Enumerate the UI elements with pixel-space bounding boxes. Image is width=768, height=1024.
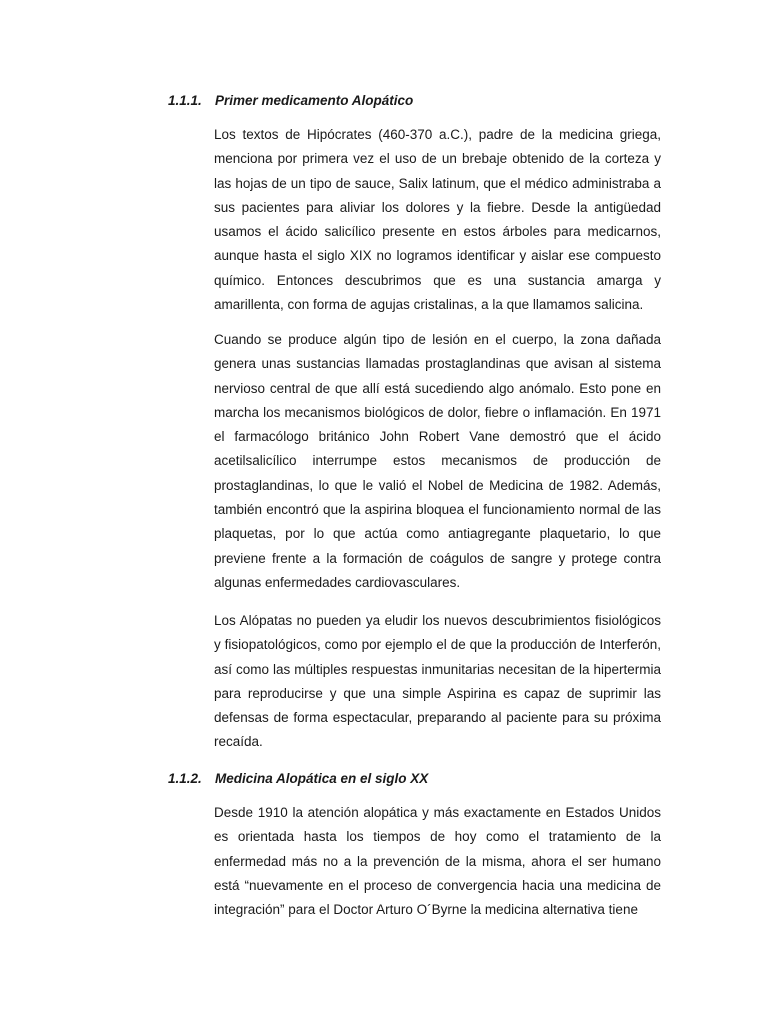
section-number: 1.1.2.: [168, 771, 202, 786]
section-heading: [168, 92, 413, 110]
section-number: 1.1.1.: [168, 93, 202, 108]
section-heading: [168, 770, 428, 788]
paragraph: Desde 1910 la atención alopática y más exactamente en Estados Unidos es orientada hasta los tiempos de hoy como el tratamiento de la enfermedad más no a la prevención de la misma, ahora el ser humano está “nuevamente en el proceso de convergencia hacia una medicina de integración” para el Doctor Arturo O´Byrne la medicina alternativa tiene: [214, 805, 661, 918]
paragraph: Cuando se produce algún tipo de lesión en el cuerpo, la zona dañada genera unas sustancias llamadas prostaglandinas que avisan al sistema nervioso central de que allí está sucediendo algo anómalo. Esto pone en marcha los mecanismos biológicos de dolor, fiebre o inflamación. En 1971 el farmacólogo británico John Robert Vane demostró que el ácido acetilsalicílico interrumpe estos mecanismos de producción de prostaglandinas, lo que le valió el Nobel de Medicina de 1982. Además, también encontró que la aspirina bloquea el funcionamiento normal de las plaquetas, por lo que actúa como antiagregante plaquetario, lo que previene frente a la formación de coágulos de sangre y protege contra algunas enfermedades cardiovasculares.: [214, 332, 661, 590]
paragraph: Los Alópatas no pueden ya eludir los nuevos descubrimientos fisiológicos y fisiopatológicos, como por ejemplo el de que la producción de Interferón, así como las múltiples respuestas inmunitarias necesitan de la hipertermia para reproducirse y que una simple Aspirina es capaz de suprimir las defensas de forma espectacular, preparando al paciente para su próxima recaída.: [214, 613, 661, 750]
section-title: Primer medicamento Alopático: [215, 93, 414, 108]
section-title: Medicina Alopática en el siglo XX: [215, 771, 429, 786]
paragraph: Los textos de Hipócrates (460-370 a.C.), padre de la medicina griega, menciona por primera vez el uso de un brebaje obtenido de la corteza y las hojas de un tipo de sauce, Salix latinum, que el médico administraba a sus pacientes para aliviar los dolores y la fiebre. Desde la antigüedad usamos el ácido salicílico presente en estos árboles para medicarnos, aunque hasta el siglo XIX no logramos identificar y aislar ese compuesto químico. Entonces descubrimos que es una sustancia amarga y amarillenta, con forma de agujas cristalinas, a la que llamamos salicina.: [214, 127, 661, 313]
